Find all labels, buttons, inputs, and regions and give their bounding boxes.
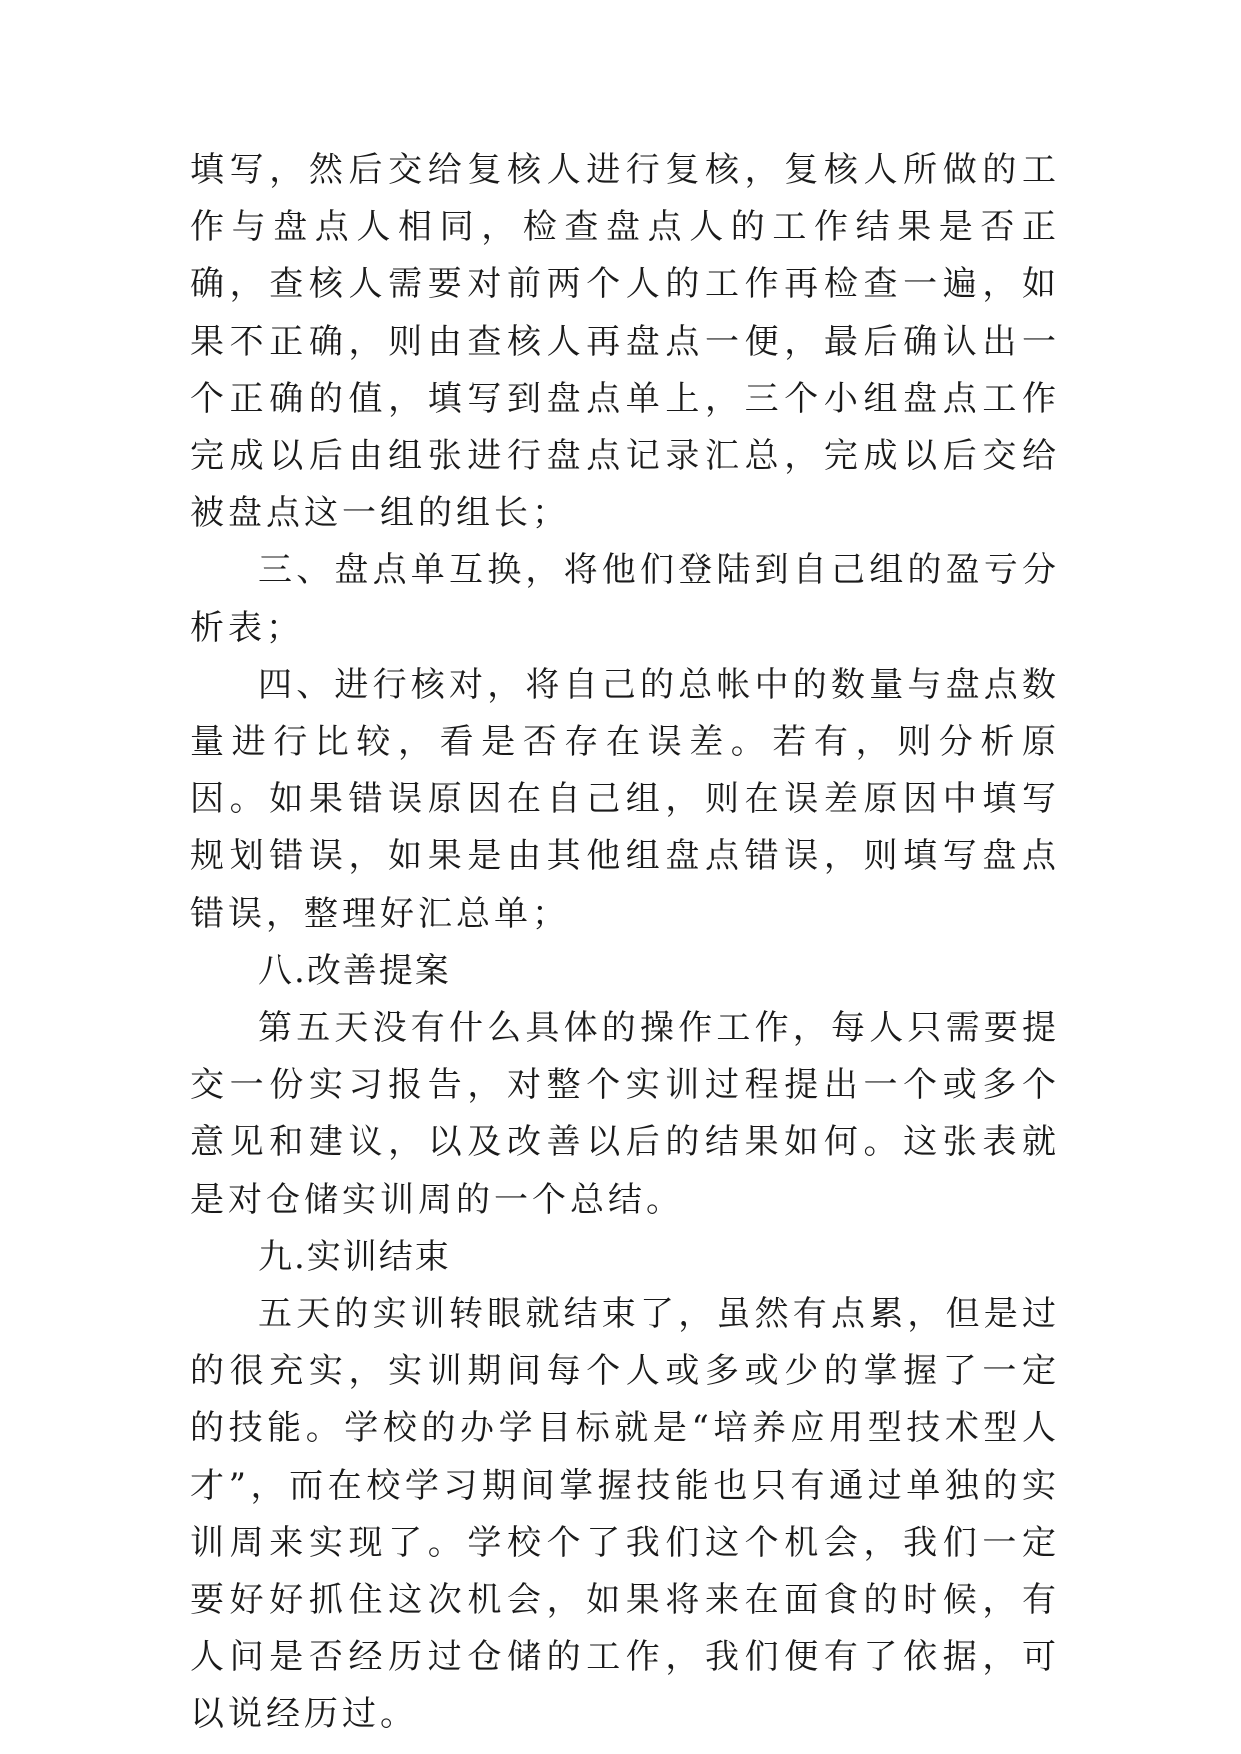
paragraph-improvement-proposal: 第五天没有什么具体的操作工作，每人只需要提交一份实习报告，对整个实训过程提出一个或多个意见和建议，以及改善以后的结果如何。这张表就是对仓储实训周的一个总结。 [190, 1008, 1060, 1220]
paragraph-step-four: 四、进行核对，将自己的总帐中的数量与盘点数量进行比较，看是否存在误差。若有，则分析原因。如果错误原因在自己组，则在误差原因中填写规划错误，如果是由其他组盘点错误，则填写盘点错误，整理好汇总单； [190, 664, 1060, 934]
paragraph-step-three: 三、盘点单互换，将他们登陆到自己组的盈亏分析表； [190, 550, 1060, 648]
paragraph-continued: 填写，然后交给复核人进行复核，复核人所做的工作与盘点人相同，检查盘点人的工作结果是否正确，查核人需要对前两个人的工作再检查一遍，如果不正确，则由查核人再盘点一便，最后确认出一个正确的值，填写到盘点单上，三个小组盘点工作完成以后由组张进行盘点记录汇总，完成以后交给被盘点这一组的组长； [190, 150, 1060, 534]
section-heading-improvement-proposal: 八.改善提案 [258, 950, 451, 991]
paragraph-training-end: 五天的实训转眼就结束了，虽然有点累，但是过的很充实，实训期间每个人或多或少的掌握了一定的技能。学校的办学目标就是“培养应用型技术型人才”，而在校学习期间掌握技能也只有通过单独的实训周来实现了。学校个了我们这个机会，我们一定要好好抓住这次机会，如果将来在面食的时候，有人问是否经历过仓储的工作，我们便有了依据，可以说经历过。 [190, 1294, 1060, 1735]
document-body [190, 142, 1060, 1744]
section-heading-training-end: 九.实训结束 [258, 1236, 451, 1277]
